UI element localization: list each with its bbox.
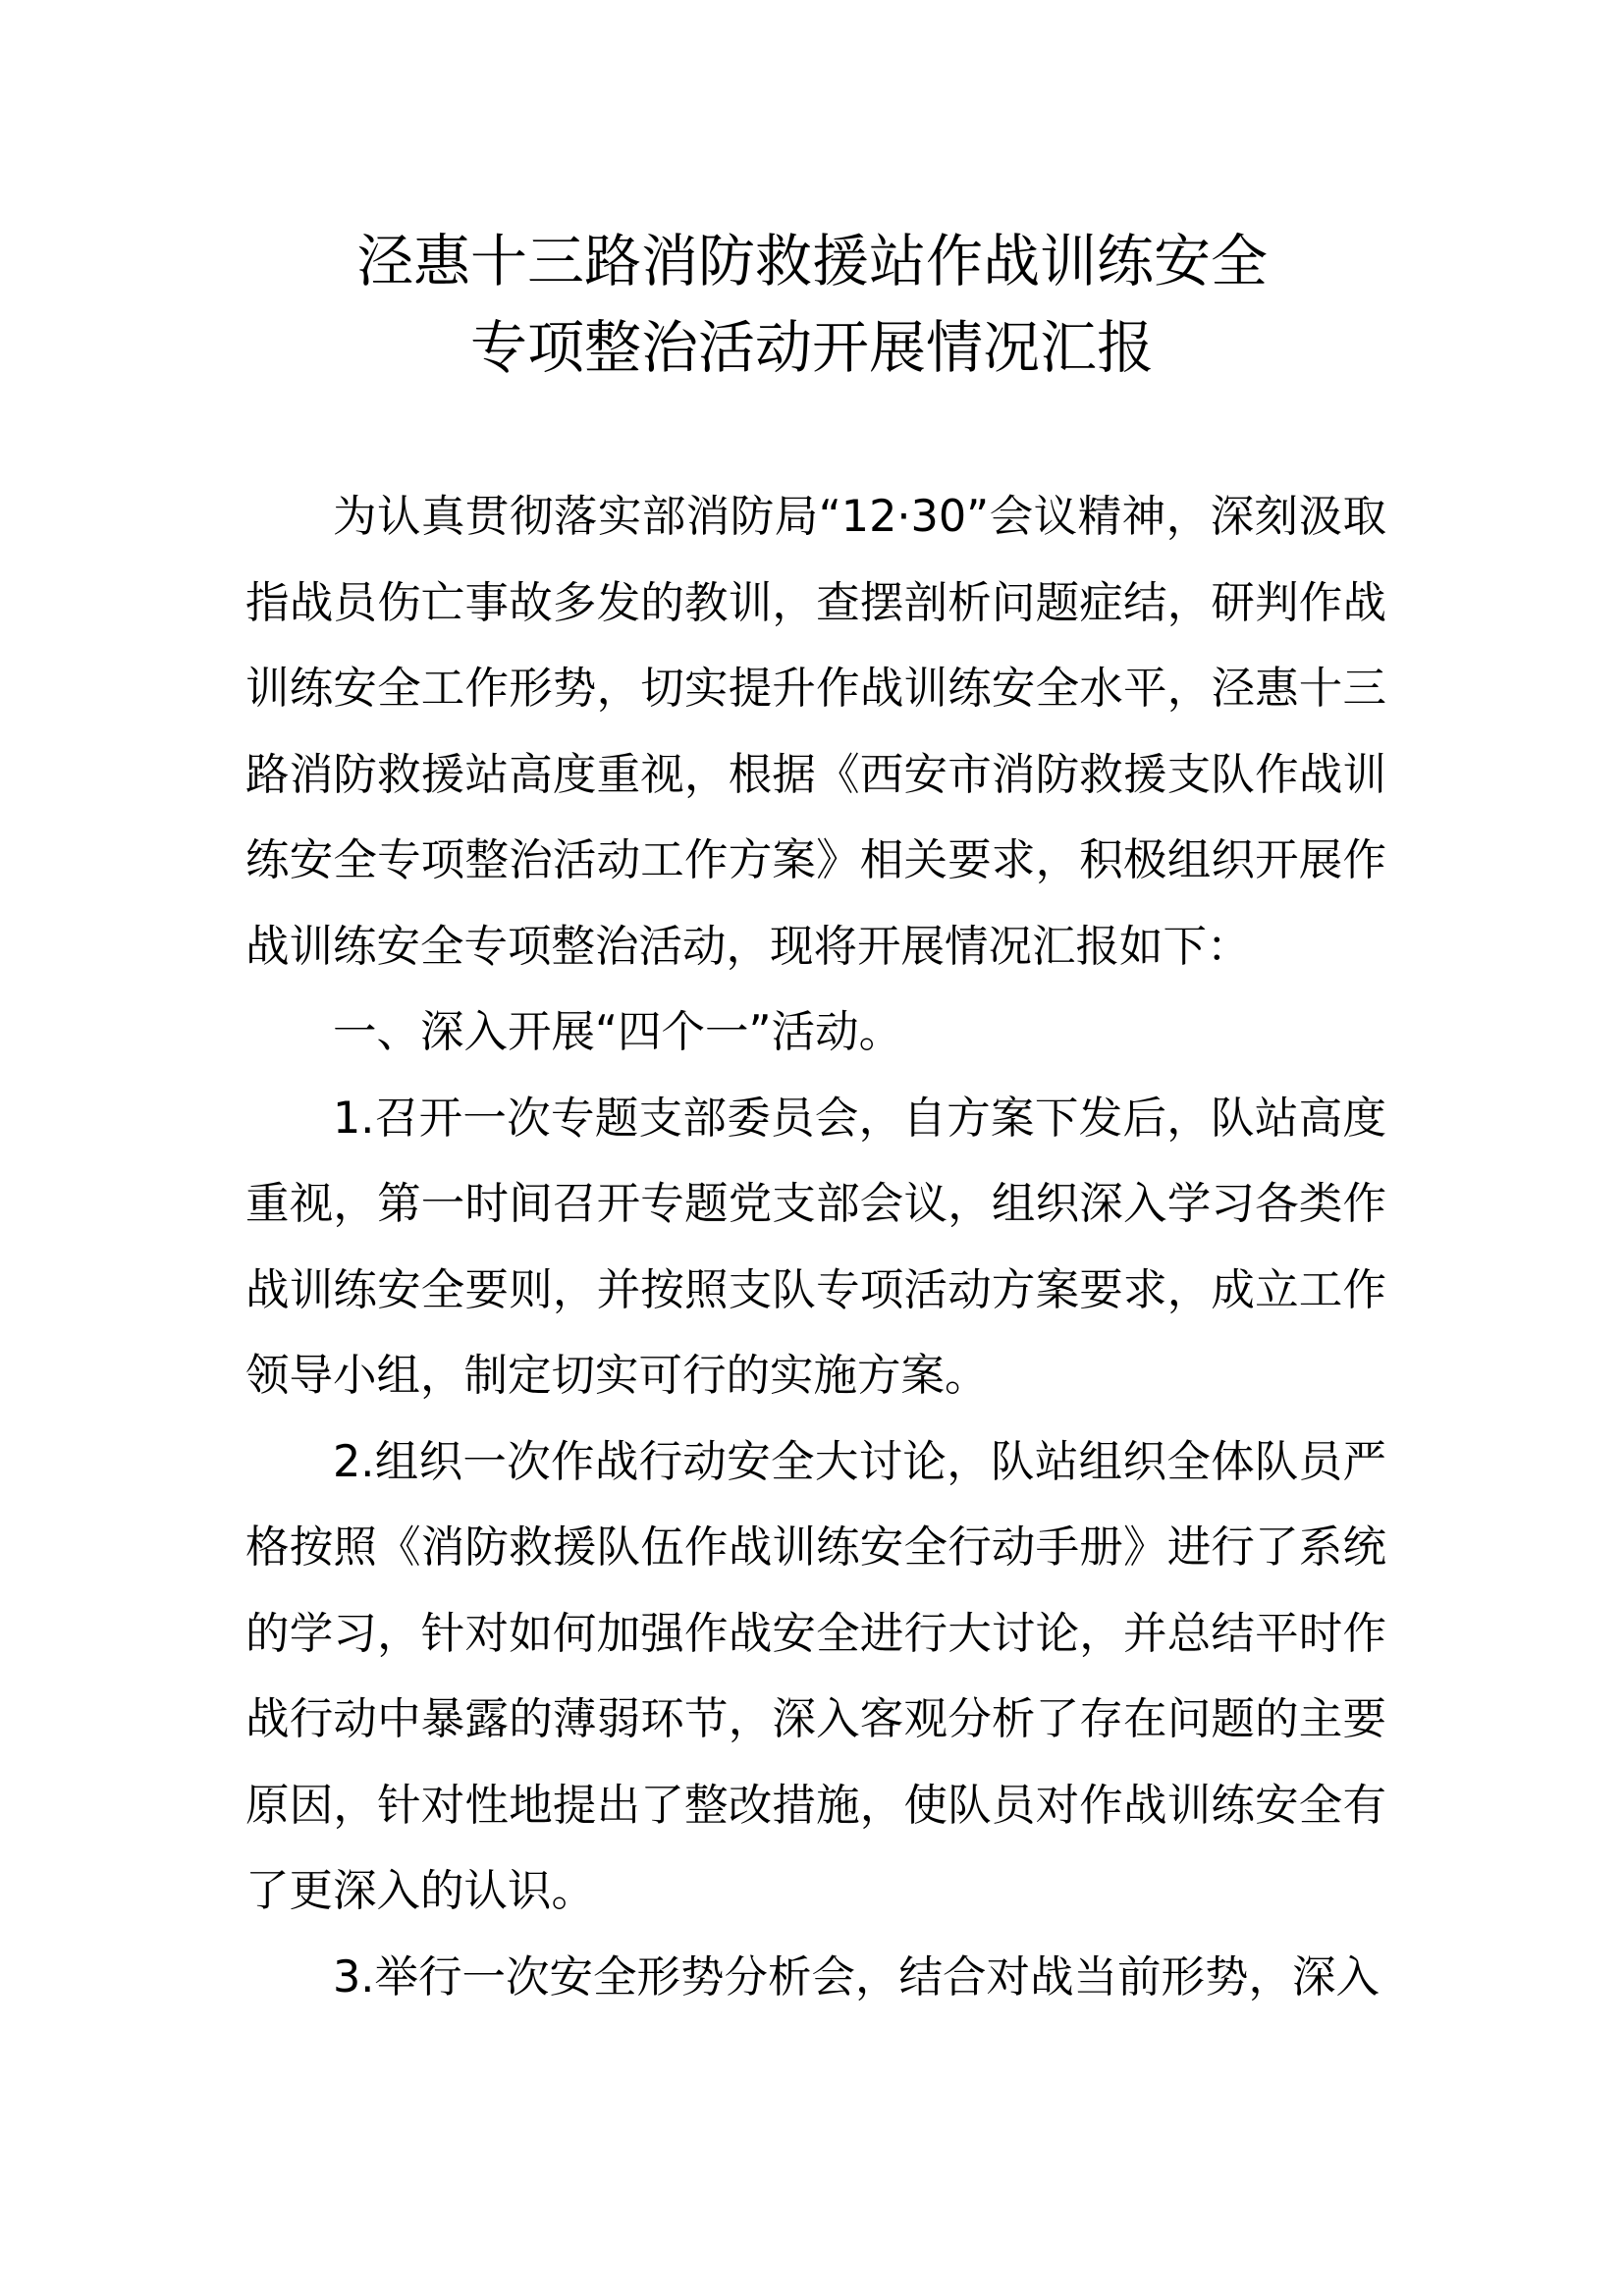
document-body [245,474,1386,2020]
intro-paragraph: 为认真贯彻落实部消防局“12·30”会议精神，深刻汲取指战员伤亡事故多发的教训，查摆剖析问题症结，研判作战训练安全工作形势，切实提升作战训练安全水平，泾惠十三路消防救援站高度重视，根据《西安市消防救援支队作战训练安全专项整治活动工作方案》相关要求，积极组织开展作战训练安全专项整治活动，现将开展情况汇报如下： [245,492,1386,972]
item-paragraph-3: 3.举行一次安全形势分析会，结合对战当前形势，深入 [333,1951,1380,2002]
item-paragraph-2: 2.组织一次作战行动安全大讨论，队站组织全体队员严格按照《消防救援队伍作战训练安全行动手册》进行了系统的学习，针对如何加强作战安全进行大讨论，并总结平时作战行动中暴露的薄弱环节，深入客观分析了存在问题的主要原因，针对性地提出了整改措施，使队员对作战训练安全有了更深入的认识。 [245,1436,1386,1916]
item-paragraph-1: 1.召开一次专题支部委员会，自方案下发后，队站高度重视，第一时间召开专题党支部会议，组织深入学习各类作战训练安全要则，并按照支队专项活动方案要求，成立工作领导小组，制定切实可行的实施方案。 [245,1093,1386,1401]
title-line-1: 泾惠十三路消防救援站作战训练安全 [355,228,1268,294]
title-line-2: 专项整治活动开展情况汇报 [469,314,1154,381]
document-title [0,218,1624,391]
section-heading-1: 一、深入开展“四个一”活动。 [333,1007,903,1057]
